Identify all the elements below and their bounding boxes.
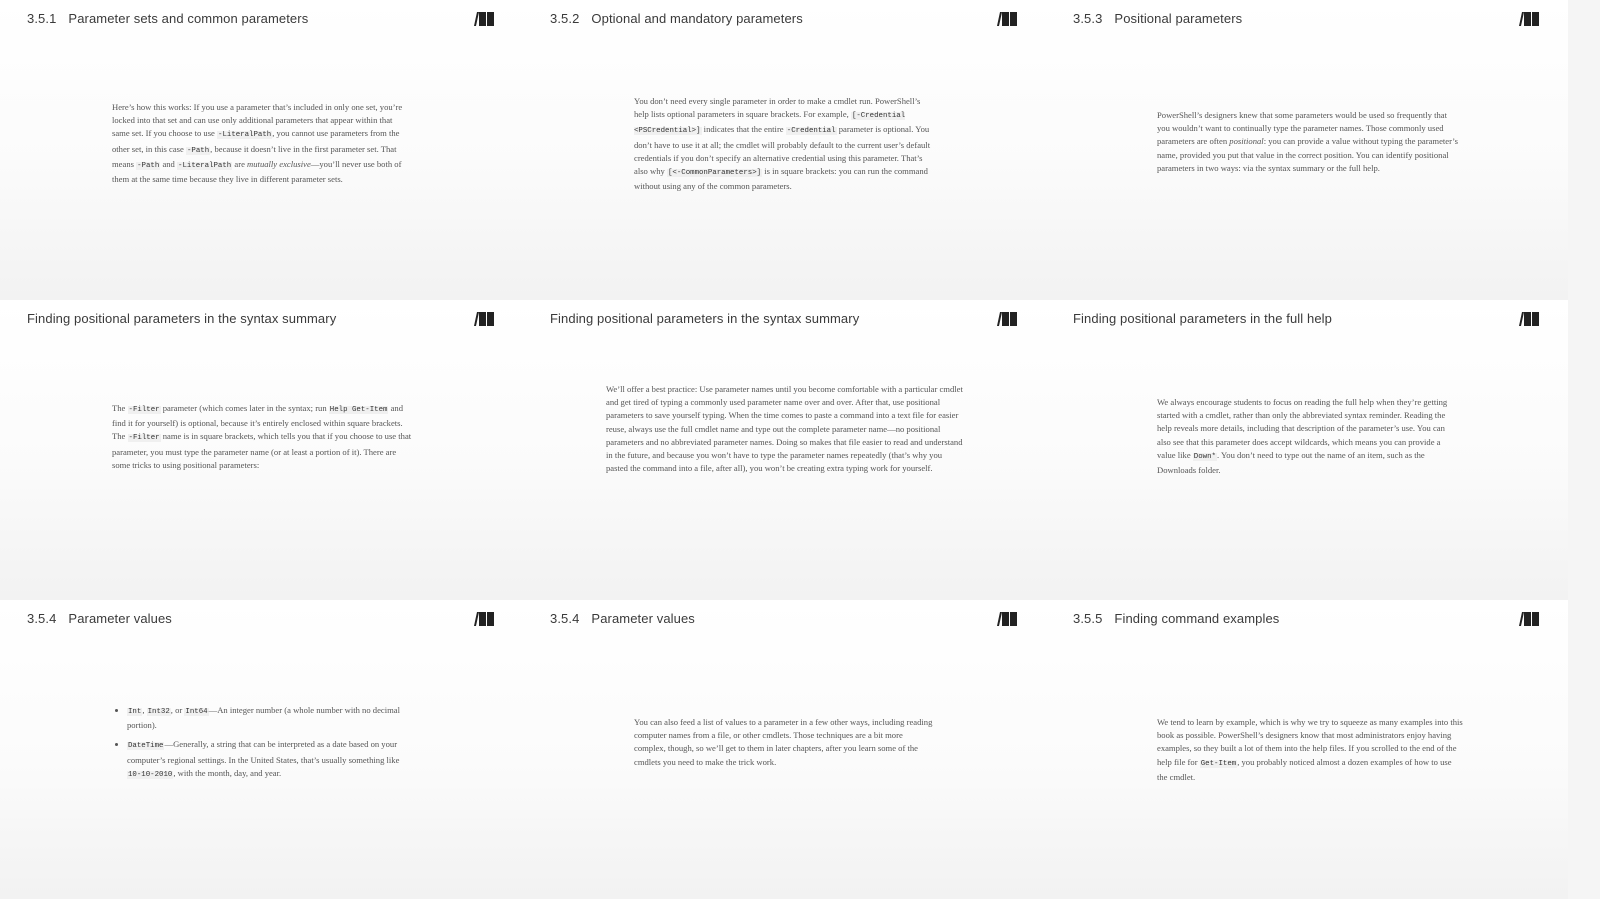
- section-title: Positional parameters: [1114, 11, 1243, 26]
- section-title: Finding command examples: [1114, 611, 1280, 626]
- section-number: 3.5.3: [1073, 11, 1103, 26]
- slide-title: [550, 11, 803, 26]
- body-paragraph: The -Filter parameter (which comes later in the syntax; run Help Get-Item and find it for yourself) is optional, because it’s entirely enclosed within square brackets. The -Filter name is in square brackets, which tells you that if you choose to use that parameter, you must type the parameter name (or at least a portion of it). There are some tricks to using positional parameters:: [112, 403, 412, 470]
- slide-title: [27, 11, 308, 26]
- inline-code: -LiteralPath: [178, 161, 232, 170]
- slide-body: [634, 95, 936, 193]
- slide-title: [1073, 311, 1332, 326]
- slide-card: [1046, 0, 1568, 300]
- inline-code: -Path: [137, 161, 160, 170]
- slide-card: [1046, 600, 1568, 899]
- section-number: 3.5.5: [1073, 611, 1103, 626]
- book-icon[interactable]: [473, 11, 495, 27]
- slide-title: [1073, 11, 1242, 26]
- body-paragraph: We always encourage students to focus on reading the full help when they’re getting started with a cmdlet, rather than only the abbreviated syntax reminder. Reading the help reveals more details, including that description of the parameter’s use. You can also see that this parameter does accept wildcards, which means you can provide a value like Down*. You don’t need to type out the name of an item, such as the Downloads folder.: [1157, 397, 1448, 476]
- slide-card: [0, 0, 523, 300]
- section-number: 3.5.4: [27, 611, 57, 626]
- section-number: 3.5.2: [550, 11, 580, 26]
- slide-title: [27, 311, 336, 326]
- slide-card: [0, 600, 523, 899]
- inline-code: -Credential: [786, 127, 836, 136]
- section-title: Finding positional parameters in the syntax summary: [27, 311, 337, 326]
- body-paragraph: You can also feed a list of values to a parameter in a few other ways, including reading computer names from a file, or other cmdlets. Those techniques are a bit more complex, though, so we’ll get to them in later chapters, after you learn some of the cmdlets you need to make the trick work.: [634, 717, 933, 767]
- book-icon[interactable]: [996, 11, 1018, 27]
- inline-code: -Filter: [128, 434, 160, 443]
- body-paragraph: We tend to learn by example, which is why we try to squeeze as many examples into this book as possible. PowerShell’s designers know that most administrators enjoy having examples, so they built a lot of them into the help files. If you scrolled to the end of the help file for Get-Item, you probably noticed almost a dozen examples of how to use the cmdlet.: [1157, 717, 1463, 782]
- section-title: Optional and mandatory parameters: [591, 11, 803, 26]
- slide-body: [606, 383, 964, 475]
- body-paragraph: PowerShell’s designers knew that some parameters would be used so frequently that you wouldn’t want to continually type the parameter names. Those commonly used parameters are often positional: you can provide a value without typing the parameter’s name, provided you put that value in the correct position. You can identify positional parameters in two ways: via the syntax summary or the full help.: [1157, 110, 1459, 173]
- list-item: • Int, Int32, or Int64—An integer number (a whole number with no decimal portion).: [127, 704, 405, 732]
- slide-card: [1046, 300, 1568, 600]
- section-number: 3.5.4: [550, 611, 580, 626]
- book-icon[interactable]: [473, 611, 495, 627]
- bullet-list: [115, 704, 405, 782]
- inline-code: Down*: [1193, 452, 1216, 461]
- slide-body: [115, 704, 405, 788]
- slide-title: [550, 611, 695, 626]
- slide-card: [523, 0, 1046, 300]
- section-title: Finding positional parameters in the syntax summary: [550, 311, 860, 326]
- slide-body: [112, 101, 412, 186]
- slide-body: [1157, 109, 1461, 175]
- book-icon[interactable]: [1518, 311, 1540, 327]
- inline-code: -Filter: [128, 406, 160, 414]
- inline-code: [-Credential <PSCredential>]: [634, 112, 906, 136]
- section-title: Parameter values: [591, 611, 695, 626]
- emphasis: positional: [1229, 136, 1264, 147]
- slide-body: [112, 402, 412, 472]
- slide-card: [523, 600, 1046, 899]
- slide-card: [0, 300, 523, 600]
- section-title: Parameter sets and common parameters: [68, 11, 309, 26]
- book-icon[interactable]: [1518, 611, 1540, 627]
- list-item: • DateTime—Generally, a string that can be interpreted as a date based on your computer’s regional settings. In the United States, that’s usually something like 10-10-2010, with the month, day, and year.: [127, 738, 405, 782]
- book-icon[interactable]: [996, 611, 1018, 627]
- inline-code: Help Get-Item: [329, 406, 388, 414]
- book-icon[interactable]: [1518, 11, 1540, 27]
- inline-code: Get-Item: [1200, 759, 1237, 768]
- slide-body: [1157, 716, 1463, 784]
- book-icon[interactable]: [473, 311, 495, 327]
- slide-title: [550, 311, 859, 326]
- slide-body: [634, 716, 934, 769]
- book-icon[interactable]: [996, 311, 1018, 327]
- slide-card: [523, 300, 1046, 600]
- section-title: Parameter values: [68, 611, 172, 626]
- inline-code: [<-CommonParameters>]: [667, 169, 762, 178]
- inline-code: -LiteralPath: [218, 131, 272, 140]
- body-paragraph: Here’s how this works: If you use a parameter that’s included in only one set, you’re locked into that set and can use only additional parameters that appear within that same set. If you choose to use -LiteralPath, you cannot use parameters from the other set, in this case -Path, because it doesn’t live in the first parameter set. That means -Path and -LiteralPath are mutually exclusive—you’ll never use both of them at the same time because they live in different parameter sets.: [112, 102, 403, 185]
- body-paragraph: You don’t need every single parameter in order to make a cmdlet run. PowerShell’s help lists optional parameters in square brackets. For example, [-Credential <PSCredential>] indicates that the entire -Credential parameter is optional. You don’t have to use it at all; the cmdlet will probably default to the current user’s default credentials if you don’t specify an alternative credential using this parameter. That’s also why [<-CommonParameters>] is in square brackets: you can run the command without using any of the common parameters.: [634, 96, 931, 192]
- section-number: 3.5.1: [27, 11, 57, 26]
- inline-code: -Path: [186, 146, 210, 155]
- slide-title: [1073, 611, 1279, 626]
- slide-title: [27, 611, 172, 626]
- emphasis: mutually exclusive: [247, 158, 311, 169]
- body-paragraph: We’ll offer a best practice: Use parameter names until you become comfortable with a particular cmdlet and get tired of typing a commonly used parameter name over and over. After that, use positional parameters to save yourself typing. When the time comes to paste a command into a text file for easier reuse, always use the full cmdlet name and type out the complete parameter name—no positional parameters and no abbreviated parameter names. Doing so makes that file easier to read and understand in the future, and because you won’t have to type the parameter names repeatedly (that’s why you pasted the command into a file, after all), you won’t be creating extra typing work for yourself.: [606, 384, 963, 474]
- section-title: Finding positional parameters in the full help: [1073, 311, 1332, 326]
- slide-body: [1157, 396, 1449, 477]
